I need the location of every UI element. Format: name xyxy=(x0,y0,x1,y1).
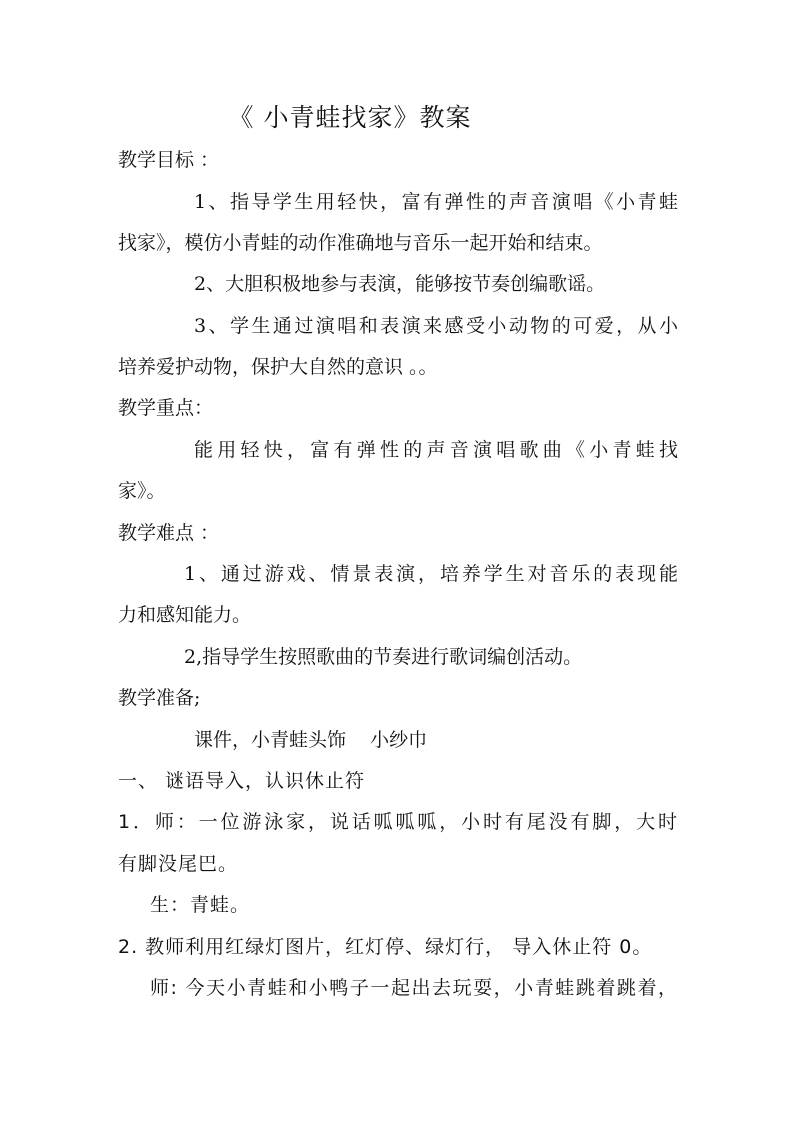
paragraph-line: 师: 今天小青蛙和小鸭子一起出去玩耍，小青蛙跳着跳着， xyxy=(150,977,678,999)
document-title: 《 小青蛙找家》教案 xyxy=(228,103,472,132)
paragraph-line: 2、大胆积极地参与表演，能够按节奏创编歌谣。 xyxy=(194,273,606,295)
paragraph-line: 培养爱护动物，保护大自然的意识 。。 xyxy=(118,356,438,378)
paragraph-line: 1、指导学生用轻快，富有弹性的声音演唱《小青蛙 xyxy=(194,191,678,213)
paragraph-line: 3、学生通过演唱和表演来感受小动物的可爱，从小 xyxy=(194,315,678,337)
paragraph-line: 力和感知能力。 xyxy=(118,604,252,626)
heading-preparation: 教学准备; xyxy=(118,687,201,709)
paragraph-line: 能用轻快，富有弹性的声音演唱歌曲《小青蛙找 xyxy=(194,439,678,461)
paragraph-line: 2,指导学生按照歌曲的节奏进行歌词编创活动。 xyxy=(184,646,583,668)
paragraph-line: 1、通过游戏、情景表演，培养学生对音乐的表现能 xyxy=(184,563,678,585)
paragraph-line: 生：青蛙。 xyxy=(150,894,251,916)
paragraph-line: 1．师：一位游泳家，说话呱呱呱，小时有尾没有脚，大时 xyxy=(118,811,678,833)
heading-key-points: 教学重点： xyxy=(118,397,214,419)
paragraph-line: 课件，小青蛙头饰 小纱巾 xyxy=(194,729,428,751)
paragraph-line: 有脚没尾巴。 xyxy=(118,853,239,875)
heading-objectives: 教学目标 ： xyxy=(118,149,220,171)
heading-difficulties: 教学难点 ： xyxy=(118,522,220,544)
paragraph-line: 2. 教师利用红绿灯图片，红灯停、绿灯行， 导入休止符 0。 xyxy=(118,936,653,958)
paragraph-line: 家》。 xyxy=(118,480,166,502)
paragraph-line: 找家》，模仿小青蛙的动作准确地与音乐一起开始和结束。 xyxy=(118,232,603,254)
section-heading: 一、 谜语导入，认识休止符 xyxy=(118,770,366,792)
